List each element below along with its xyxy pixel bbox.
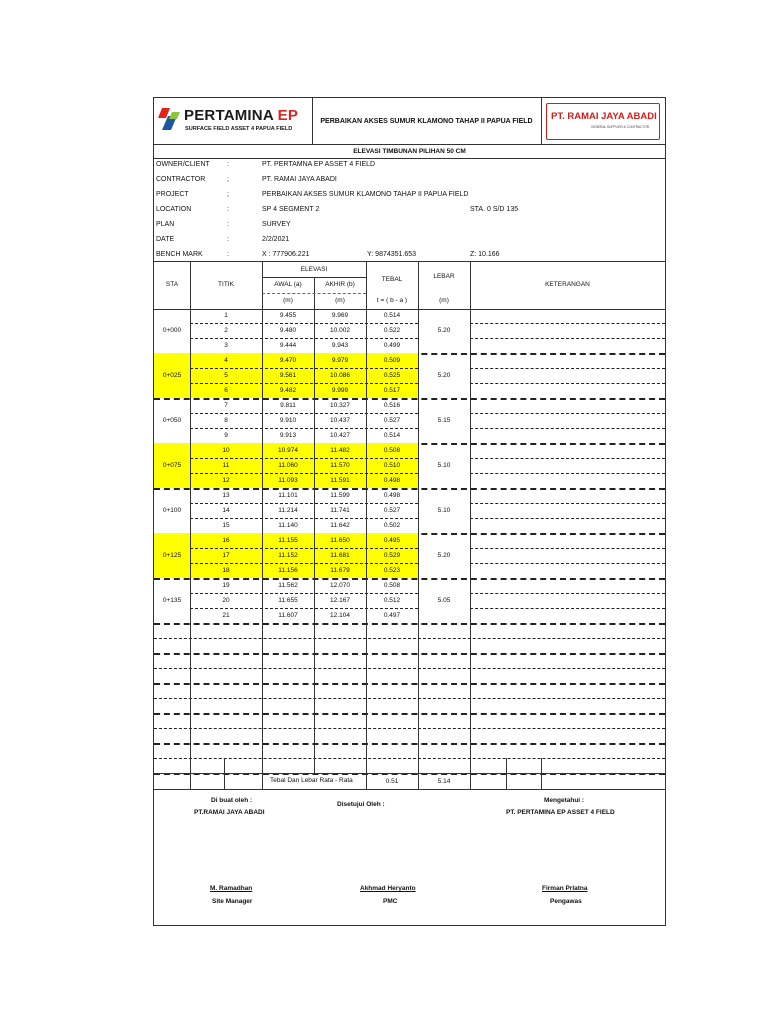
rja-logo-name: PT. RAMAI JAYA ABADI	[551, 111, 657, 122]
table-body	[154, 308, 665, 773]
info-sep: :	[227, 161, 229, 168]
cell-awal: 11.140	[278, 522, 298, 529]
info-value: PT. RAMAI JAYA ABADI	[262, 176, 337, 183]
col-unit-awal: (m)	[283, 297, 293, 304]
cell-akhir: 10.437	[330, 417, 350, 424]
cell-titik: 19	[222, 582, 230, 589]
column-line	[541, 758, 542, 773]
table-row	[154, 428, 665, 443]
sign-center-name: Akhmad Heryanto	[360, 885, 416, 892]
cell-akhir: 12.070	[330, 582, 350, 589]
cell-lebar: 5.20	[437, 552, 451, 559]
cell-sta: 0+125	[162, 552, 182, 559]
cell-titik: 10	[222, 447, 230, 454]
info-label: DATE	[156, 236, 175, 243]
group-divider	[154, 623, 665, 625]
cell-akhir: 9.943	[331, 342, 349, 349]
empty-row-divider	[154, 668, 665, 669]
cell-tebal: 0.509	[383, 357, 401, 364]
cell-sta: 0+100	[162, 507, 182, 514]
col-header-keterangan: KETERANGAN	[545, 281, 590, 288]
cell-akhir: 9.999	[331, 387, 349, 394]
info-value: PERBAIKAN AKSES SUMUR KLAMONO TAHAP II PAPUA FIELD	[262, 191, 469, 198]
col-header-awal: AWAL (a)	[274, 281, 302, 288]
cell-titik: 16	[222, 537, 230, 544]
table-row	[154, 458, 665, 473]
cell-titik: 5	[224, 372, 228, 379]
ramai-jaya-abadi-logo	[541, 98, 665, 144]
cell-akhir: 10.086	[330, 372, 350, 379]
cell-titik: 1	[224, 312, 228, 319]
cell-awal: 11.155	[278, 537, 298, 544]
cell-akhir: 10.002	[330, 327, 350, 334]
cell-titik: 7	[224, 402, 228, 409]
info-label: OWNER/CLIENT	[156, 161, 210, 168]
sign-left-name: M. Ramadhan	[210, 885, 253, 892]
cell-tebal: 0.512	[383, 597, 401, 604]
info-label: PLAN	[156, 221, 175, 228]
cell-awal: 9.444	[279, 342, 297, 349]
cell-lebar: 5.20	[437, 327, 451, 334]
cell-awal: 9.482	[279, 387, 297, 394]
pertamina-ep-logo	[154, 98, 313, 144]
table-row	[154, 548, 665, 563]
cell-tebal: 0.502	[383, 522, 401, 529]
cell-tebal: 0.498	[383, 492, 401, 499]
cell-tebal: 0.495	[383, 537, 401, 544]
sheet-title: ELEVASI TIMBUNAN PILIHAN 50 CM	[154, 144, 665, 159]
cell-titik: 13	[222, 492, 230, 499]
table-row	[154, 593, 665, 608]
col-formula-tebal: t = ( b - a )	[376, 297, 408, 304]
column-line	[470, 308, 471, 773]
pertamina-wordmark: PERTAMINA EP	[184, 107, 299, 124]
cell-akhir: 11.599	[330, 492, 350, 499]
cell-tebal: 0.497	[383, 612, 401, 619]
info-sep: :	[227, 221, 229, 228]
cell-tebal: 0.514	[383, 432, 401, 439]
sign-left-role: Site Manager	[212, 898, 253, 905]
cell-akhir: 9.979	[331, 357, 349, 364]
cell-tebal: 0.525	[383, 372, 401, 379]
cell-titik: 9	[224, 432, 228, 439]
column-line	[366, 308, 367, 773]
cell-awal: 9.480	[279, 327, 297, 334]
col-header-elevasi: ELEVASI	[300, 266, 328, 273]
bench-mark-x: X : 777906.221	[262, 251, 310, 258]
col-unit-lebar: (m)	[439, 297, 449, 304]
cell-titik: 11	[222, 462, 230, 469]
col-header-sta: STA	[165, 281, 179, 288]
info-project	[154, 188, 665, 203]
info-label: BENCH MARK	[156, 251, 203, 258]
cell-tebal: 0.527	[383, 417, 401, 424]
cell-awal: 9.913	[279, 432, 297, 439]
cell-awal: 11.607	[278, 612, 298, 619]
average-tebal: 0.51	[385, 778, 399, 785]
cell-tebal: 0.517	[383, 387, 401, 394]
table-row	[154, 383, 665, 398]
cell-awal: 9.811	[280, 402, 296, 409]
average-label: Tebal Dan Lebar Rata - Rata	[270, 777, 353, 784]
average-lebar: 5.14	[437, 778, 451, 785]
sign-right-name: Firman Prlatna	[542, 885, 588, 892]
info-sta-range: STA. 0 S/D 135	[470, 206, 519, 213]
column-line	[262, 308, 263, 773]
cell-lebar: 5.10	[437, 507, 451, 514]
empty-row-divider	[154, 638, 665, 639]
table-row	[154, 338, 665, 353]
cell-akhir: 11.681	[330, 552, 350, 559]
cell-lebar: 5.10	[437, 462, 451, 469]
cell-titik: 8	[224, 417, 228, 424]
sheet-header	[154, 98, 665, 145]
sign-right-caption: Mengetahui :	[544, 797, 585, 804]
table-row	[154, 608, 665, 623]
cell-akhir: 11.642	[330, 522, 350, 529]
col-header-akhir: AKHIR (b)	[325, 281, 355, 288]
cell-titik: 12	[222, 477, 230, 484]
cell-awal: 11.562	[278, 582, 298, 589]
cell-awal: 9.561	[279, 372, 297, 379]
sign-right-role: Pengawas	[550, 898, 582, 905]
cell-akhir: 11.650	[330, 537, 350, 544]
cell-titik: 18	[222, 567, 230, 574]
info-value: PT. PERTAMNA EP ASSET 4 FIELD	[262, 161, 376, 168]
table-row	[154, 398, 665, 413]
cell-tebal: 0.514	[383, 312, 401, 319]
cell-tebal: 0.522	[383, 327, 401, 334]
cell-akhir: 12.104	[330, 612, 350, 619]
cell-titik: 21	[222, 612, 230, 619]
cell-sta: 0+000	[162, 327, 182, 334]
info-value: 2/2/2021	[262, 236, 290, 243]
table-row	[154, 308, 665, 323]
table-row	[154, 368, 665, 383]
empty-row-divider	[154, 743, 665, 745]
info-location	[154, 203, 665, 218]
cell-akhir: 11.570	[330, 462, 350, 469]
info-date	[154, 233, 665, 248]
column-line	[418, 308, 419, 773]
cell-titik: 17	[222, 552, 230, 559]
project-title: PERBAIKAN AKSES SUMUR KLAMONO TAHAP II PAPUA FIELD	[312, 98, 542, 144]
table-row	[154, 503, 665, 518]
cell-lebar: 5.15	[437, 417, 451, 424]
survey-sheet	[153, 97, 666, 926]
col-header-titik: TITIK	[218, 281, 234, 288]
cell-sta: 0+075	[162, 462, 182, 469]
table-row	[154, 533, 665, 548]
empty-row-divider	[154, 713, 665, 715]
cell-titik: 2	[224, 327, 228, 334]
cell-awal: 9.910	[279, 417, 297, 424]
cell-awal: 11.655	[278, 597, 298, 604]
bench-mark-z: Z: 10.166	[470, 251, 500, 258]
table-row	[154, 578, 665, 593]
info-label: PROJECT	[156, 191, 189, 198]
cell-awal: 11.060	[278, 462, 298, 469]
cell-awal: 9.470	[279, 357, 297, 364]
info-label: LOCATION	[156, 206, 192, 213]
info-plan	[154, 218, 665, 233]
col-header-tebal: TEBAL	[381, 276, 403, 283]
cell-tebal: 0.498	[383, 477, 401, 484]
cell-titik: 15	[222, 522, 230, 529]
cell-akhir: 11.591	[330, 477, 350, 484]
cell-akhir: 11.741	[330, 507, 350, 514]
cell-titik: 14	[222, 507, 230, 514]
cell-tebal: 0.508	[383, 447, 401, 454]
col-unit-akhir: (m)	[335, 297, 345, 304]
cell-titik: 4	[224, 357, 228, 364]
average-row	[154, 773, 665, 790]
column-line	[190, 308, 191, 773]
cell-lebar: 5.05	[437, 597, 451, 604]
cell-sta: 0+025	[162, 372, 182, 379]
empty-row-divider	[154, 698, 665, 699]
cell-akhir: 10.427	[330, 432, 350, 439]
cell-awal: 11.156	[278, 567, 298, 574]
pertamina-arrow-icon	[158, 106, 184, 134]
table-header	[154, 261, 665, 310]
cell-sta: 0+050	[162, 417, 182, 424]
cell-sta: 0+135	[162, 597, 182, 604]
cell-awal: 11.152	[278, 552, 298, 559]
empty-row-divider	[154, 728, 665, 729]
signature-block	[154, 789, 665, 925]
cell-akhir: 11.482	[330, 447, 350, 454]
cell-titik: 6	[224, 387, 228, 394]
table-row	[154, 563, 665, 578]
cell-titik: 3	[224, 342, 228, 349]
bench-mark-y: Y: 9874351.653	[367, 251, 417, 258]
sign-left-org: PT.RAMAI JAYA ABADI	[194, 809, 265, 816]
cell-lebar: 5.20	[437, 372, 451, 379]
column-line	[224, 758, 225, 773]
empty-row-divider	[154, 758, 665, 759]
info-value: SURVEY	[262, 221, 291, 228]
empty-row-divider	[154, 653, 665, 655]
sign-center-caption: Disetujui Oleh :	[337, 801, 385, 808]
cell-akhir: 10.327	[330, 402, 350, 409]
sign-right-org: PT. PERTAMINA EP ASSET 4 FIELD	[506, 809, 615, 816]
cell-awal: 11.214	[278, 507, 298, 514]
cell-akhir: 11.679	[330, 567, 350, 574]
info-value: SP 4 SEGMENT 2	[262, 206, 320, 213]
table-row	[154, 473, 665, 488]
info-owner	[154, 158, 665, 173]
cell-akhir: 9.969	[331, 312, 349, 319]
table-row	[154, 323, 665, 338]
rja-logo-tagline: GENERAL SUPPLIER & CONTRACTOR	[591, 125, 650, 129]
cell-akhir: 12.167	[330, 597, 350, 604]
cell-tebal: 0.510	[383, 462, 401, 469]
info-contractor	[154, 173, 665, 188]
cell-tebal: 0.508	[383, 582, 401, 589]
column-line	[314, 308, 315, 773]
cell-awal: 9.455	[279, 312, 297, 319]
table-row	[154, 353, 665, 368]
cell-tebal: 0.527	[383, 507, 401, 514]
cell-titik: 20	[222, 597, 230, 604]
info-sep: ;	[227, 176, 229, 183]
info-label: CONTRACTOR	[156, 176, 206, 183]
cell-tebal: 0.499	[383, 342, 401, 349]
empty-row-divider	[154, 683, 665, 685]
sign-center-role: PMC	[383, 898, 398, 905]
pertamina-subtitle: SURFACE FIELD ASSET 4 PAPUA FIELD	[185, 126, 293, 132]
table-row	[154, 413, 665, 428]
cell-awal: 10.974	[278, 447, 298, 454]
info-sep: :	[227, 236, 229, 243]
col-header-lebar: LEBAR	[433, 273, 455, 280]
table-row	[154, 518, 665, 533]
cell-tebal: 0.516	[383, 402, 401, 409]
table-row	[154, 443, 665, 458]
sign-left-caption: Di buat oleh :	[211, 797, 253, 804]
info-sep: ;	[227, 191, 229, 198]
info-sep: :	[227, 206, 229, 213]
cell-tebal: 0.523	[383, 567, 401, 574]
column-line	[506, 758, 507, 773]
cell-tebal: 0.529	[383, 552, 401, 559]
table-row	[154, 488, 665, 503]
info-sep: :	[227, 251, 229, 258]
cell-awal: 11.093	[278, 477, 298, 484]
cell-awal: 11.101	[278, 492, 298, 499]
